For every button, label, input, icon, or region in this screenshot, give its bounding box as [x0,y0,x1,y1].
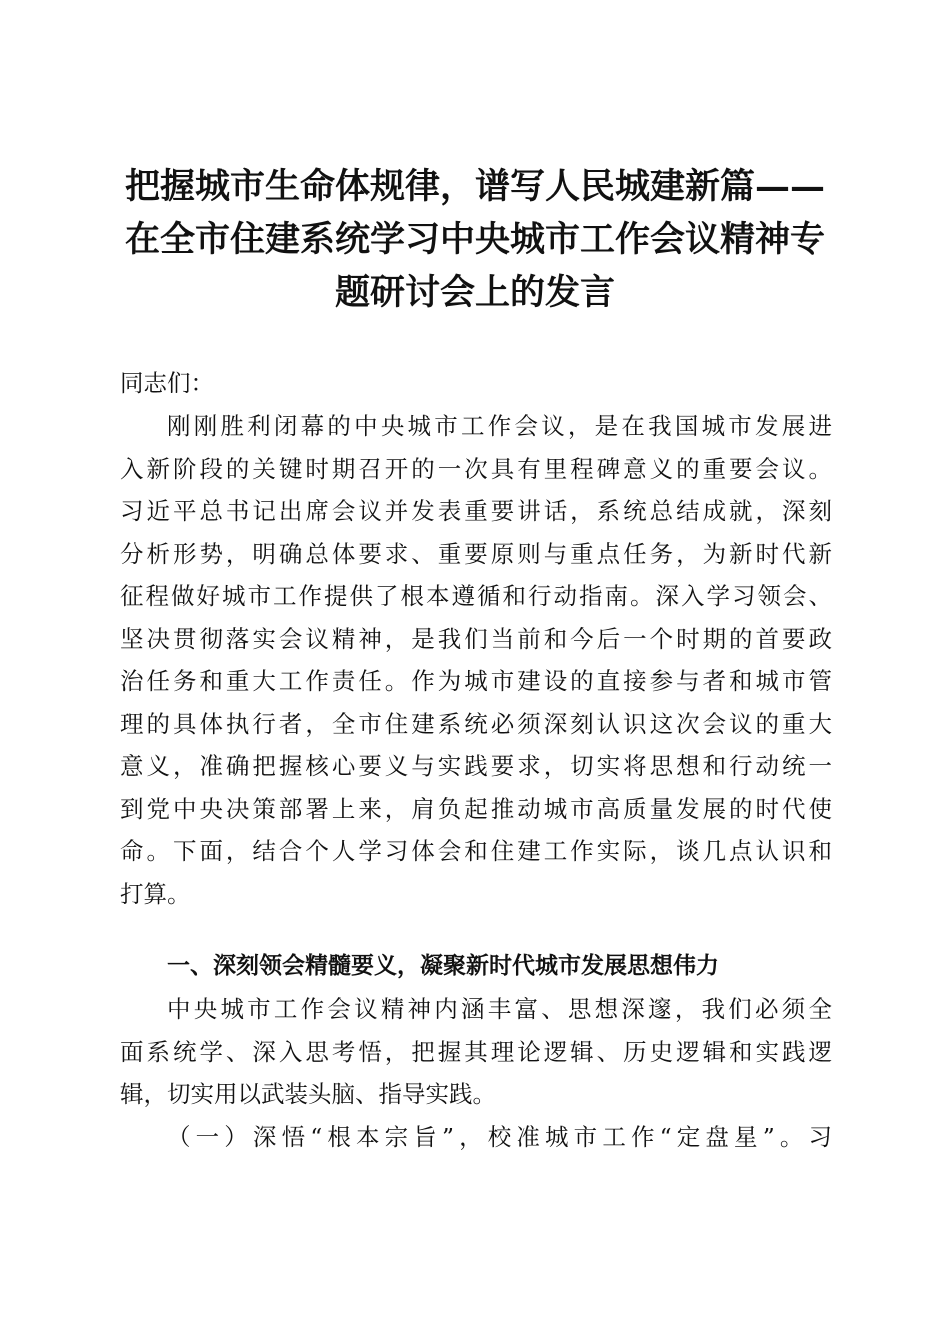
paragraph-intro [120,405,832,915]
paragraph-line: 命。下面，结合个人学习体会和住建工作实际，谈几点认识和 [120,837,832,865]
salutation: 同志们： [120,369,214,397]
paragraph-line: 辑，切实用以武装头脑、指导实践。 [120,1080,496,1108]
title-line: 把握城市生命体规律，谱写人民城建新篇—— [124,166,825,207]
paragraph-line: 打算。 [120,879,191,908]
paragraph-line: 坚决贯彻落实会议精神，是我们当前和今后一个时期的首要政 [120,624,832,653]
title-line: 题研讨会上的发言 [334,272,615,313]
paragraph-line: （一）深悟“根本宗旨”，校准城市工作“定盘星”。习 [167,1123,832,1151]
section-heading [120,945,832,987]
section-heading-text: 一、深刻领会精髓要义，凝聚新时代城市发展思想伟力 [167,953,719,979]
paragraph-line: 理的具体执行者，全市住建系统必须深刻认识这次会议的重大 [120,709,832,738]
title-line: 在全市住建系统学习中央城市工作会议精神专 [124,219,825,260]
paragraph-line: 治任务和重大工作责任。作为城市建设的直接参与者和城市管 [120,667,832,695]
paragraph-line: 意义，准确把握核心要义与实践要求，切实将思想和行动统一 [120,752,832,780]
paragraph-line: 习近平总书记出席会议并发表重要讲话，系统总结成就，深刻 [120,497,832,525]
paragraph-line: 面系统学、深入思考悟，把握其理论逻辑、历史逻辑和实践逻 [120,1037,832,1066]
paragraph-section-intro [120,988,832,1116]
paragraph-line: 到党中央决策部署上来，肩负起推动城市高质量发展的时代使 [120,794,832,823]
paragraph-subsection [120,1116,832,1159]
paragraph-line: 刚刚胜利闭幕的中央城市工作会议，是在我国城市发展进 [167,412,832,440]
paragraph-line: 入新阶段的关键时期召开的一次具有里程碑意义的重要会议。 [120,454,832,483]
paragraph-line: 征程做好城市工作提供了根本遵循和行动指南。深入学习领会、 [120,582,832,610]
paragraph-line: 分析形势，明确总体要求、重要原则与重点任务，为新时代新 [120,539,832,568]
document-title [100,160,850,319]
paragraph-line: 中央城市工作会议精神内涵丰富、思想深邃，我们必须全 [167,995,832,1023]
